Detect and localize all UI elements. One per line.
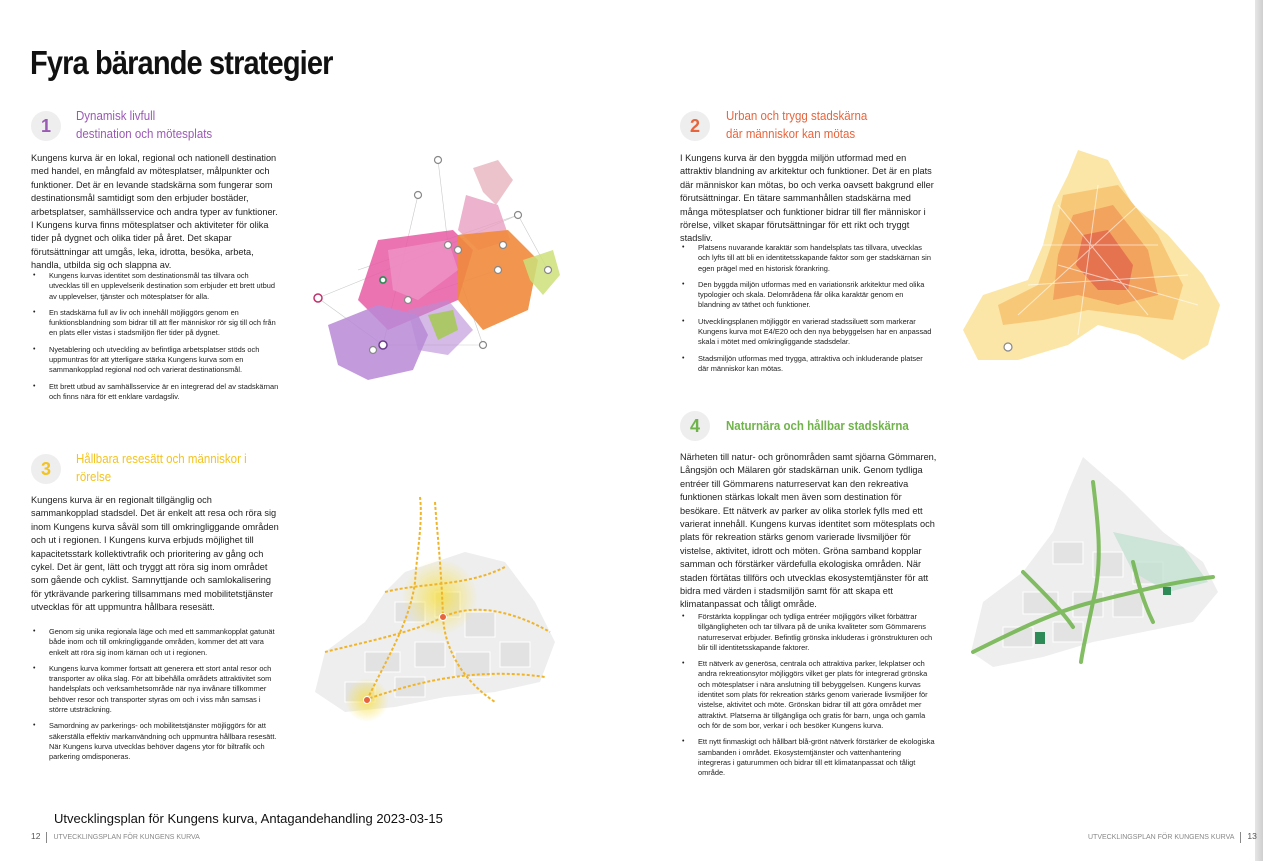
strategy-1-bullets [31,271,281,408]
strategy-2-title [726,107,867,143]
strategy-4-bullet: • Ett nätverk av generösa, centrala och attraktiva parker, lekplatser och andra rekreationsytor möjliggörs vilket ger plats för integrerad grönska och mötesplatser i nära anslutning till bebyggelsen. Kungens kurvas identitet som plats för rekreation stärks genom varierade livsmiljöer för vistelse, aktivitet och möte. Grönskan bidrar till att göra området mer attraktivt. Platserna är tillgängliga och gratis för barn, unga och gamla och för de som bor, verkar i och besöker Kungens kurva. [680,659,935,731]
strategy-3-title [76,450,247,486]
strategy-3-bullet: • Samordning av parkerings- och mobilitetstjänster möjliggörs för att säkerställa effektiv markanvändning och uppmuntra hållbara resesätt. När Kungens kurva utvecklas behöver dagens ytor för biltrafik och parkering omdisponeras. [31,721,281,762]
strategy-2-bullet: • Utvecklingsplanen möjliggör en varierad stadssiluett som markerar Kungens kurva mot E4/E20 och den nya bebyggelsen har en anpassad skala i mötet med omkringliggande stadsdelar. [680,317,935,348]
strategy-3-number: 3 [31,454,61,484]
strategy-4-map [963,452,1233,682]
strategy-4-bullets [680,612,935,784]
strategy-4-title [726,417,909,435]
strategy-2-bullet: • Den byggda miljön utformas med en variationsrik arkitektur med olika typologier och skala. Delområdena får olika karaktär genom en blandning av täthet och funktioner. [680,280,935,311]
strategy-2-title-line1: Urban och trygg stadskärna [726,109,868,123]
left-folio [31,831,200,843]
page-title: Fyra bärande strategier [30,44,333,81]
strategy-1-title-line2: destination och mötesplats [76,127,213,141]
strategy-2-number: 2 [680,111,710,141]
strategy-2-map [958,145,1228,370]
strategy-2-body: I Kungens kurva är den byggda miljön utformad med en attraktiv blandning av arkitektur och funktioner. Det är en plats där människor kan mötas, bo och verka oavsett bakgrund eller förutsättningar. En tätare sammanhållen stadskärna med många mötesplatser och funktioner bidrar till fler människor i rörelse, vilket skapar förutsättningar för ett rikt och tryggt stadsliv. [680,153,934,244]
page-edge [1255,0,1263,861]
strategy-1-map [298,150,568,395]
strategy-1-bullet: • En stadskärna full av liv och innehåll möjliggörs genom en funktionsblandning som bidrar till att fler människor rör sig till och från en plats eller vistas i stadsmiljön fler tider på dygnet. [31,308,281,339]
right-page-number: 13 [1247,831,1257,841]
strategy-3-bullet: • Kungens kurva kommer fortsatt att generera ett stort antal resor och transporter av olika slag. För att bibehålla områdets attraktivitet som handelsplats och verksamhetsområde när nya invånare tillkommer behöver resor och transporter styras om och i viss mån samsas i större utsträckning. [31,664,281,715]
left-folio-text: UTVECKLINGSPLAN FÖR KUNGENS KURVA [53,834,200,841]
strategy-1-title [76,107,212,143]
strategy-3-body: Kungens kurva är en regionalt tillgänglig och sammankopplad stadsdel. Det är enkelt att resa och röra sig inom Kungens kurva såväl som till omkringliggande områden och ut i regionen. I Kungens kurva erbjuds möjlighet till kapacitetsstark kollektivtrafik och prioritering av gång och cykel. Det är gent, lätt och tryggt att röra sig inom området som gående och cyklist. Samnyttjande och samlokalisering för ytkrävande parkering tillsammans med mobilitetstjänster utvecklas för att uppmuntra hållbara resesätt. [31,495,279,613]
strategy-1-bullet: • Nyetablering och utveckling av befintliga arbetsplatser stöds och uppmuntras för att ytterligare stärka Kungens kurva som en sammankopplad regional nod och varierat destinationsmål. [31,345,281,376]
strategy-4-number: 4 [680,411,710,441]
strategy-1-title-line1: Dynamisk livfull [76,109,156,123]
strategy-4-bullet: • Förstärkta kopplingar och tydliga entréer möjliggörs vilket förbättrar tillgängligheten och tar tillvara på de unika kvaliteter som Gömmarens naturreservat erbjuder. Befintlig grönska inkluderas i grönstrukturen och blir till identitetsskapande faktorer. [680,612,935,653]
strategy-4-body: Närheten till natur- och grönområden samt sjöarna Gömmaren, Långsjön och Mälaren gör stadskärnan unik. Genom tydliga entréer till Gömmarens naturreservat kan den rekreativa funktionen stärkas lokalt men även som destination för besökare. Ett nätverk av parker av olika storlek fylls med ett varierat innehåll. Kungens kurvas identitet som mötesplats och plats för rekreation stärks genom varierade livsmiljöer för vistelse, aktivitet, idrott och möten. Gröna samband kopplar samman och förstärker värdefulla ekologiska områden. När staden förtätas tillförs och utvecklas ekosystemtjänster för att bidra med värden i stadsmiljön samt för att skapa ett klimatanpassat och tåligt område. [680,452,937,610]
strategy-2-bullets [680,243,935,380]
strategy-2-bullet: • Platsens nuvarande karaktär som handelsplats tas tillvara, utvecklas och lyfts till att bli en identitetsskapande faktor som ger stadskärnan sin egen prägel med en historisk förankring. [680,243,935,274]
strategy-3-bullets [31,627,281,769]
strategy-2-title-line2: där människor kan mötas [726,127,856,141]
strategy-1-body: Kungens kurva är en lokal, regional och nationell destination med handel, en mångfald av mötesplatser, målpunkter och funktioner. Det är en levande stadskärna som fungerar som destinationsmål samtidigt som den erbjuder bostäder, arbetsplatser, samhällsservice och andra typer av funktioner. I Kungens kurva finns mötesplatser och aktiviteter för olika tider på dygnet och olika tider på året. Det skapar förutsättningar att umgås, leka, idrotta, besöka, arbeta, handla, utbilda sig och slappna av. [31,153,278,271]
strategy-3-title-line2: rörelse [76,470,112,484]
strategy-1-number: 1 [31,111,61,141]
right-folio-text: UTVECKLINGSPLAN FÖR KUNGENS KURVA [1088,834,1235,841]
strategy-4-bullet: • Ett nytt finmaskigt och hållbart blå-grönt nätverk förstärker de ekologiska sambanden i området. Ekosystemtjänster och vattenhantering integreras i gaturummen och bidrar till ett klimatanpassat och tåligt område. [680,737,935,778]
left-page-number: 12 [31,831,41,841]
strategy-3-bullet: • Genom sig unika regionala läge och med ett sammankopplat gatunät både inom och till omkringliggande områden, kommer det att vara enkelt att röra sig inom kärnan och ut i regionen. [31,627,281,658]
strategy-1-bullet: • Ett brett utbud av samhällsservice är en integrerad del av stadskärnan och finns nära för ett enklare vardagsliv. [31,382,281,403]
strategy-3-map [305,492,565,722]
strategy-4-title-line1: Naturnära och hållbar stadskärna [726,419,909,433]
strategy-3-title-line1: Hållbara resesätt och människor i [76,452,247,466]
strategy-2-bullet: • Stadsmiljön utformas med trygga, attraktiva och inkluderande platser där människor kan mötas. [680,354,935,375]
footer-note: Utvecklingsplan för Kungens kurva, Antagandehandling 2023-03-15 [54,811,443,826]
strategy-1-bullet: • Kungens kurvas identitet som destinationsmål tas tillvara och utvecklas till en upplevelserik destination som erbjuder ett brett utbud av upplevelser, tjänster och mötesplatser för alla. [31,271,281,302]
right-folio [1088,831,1257,843]
